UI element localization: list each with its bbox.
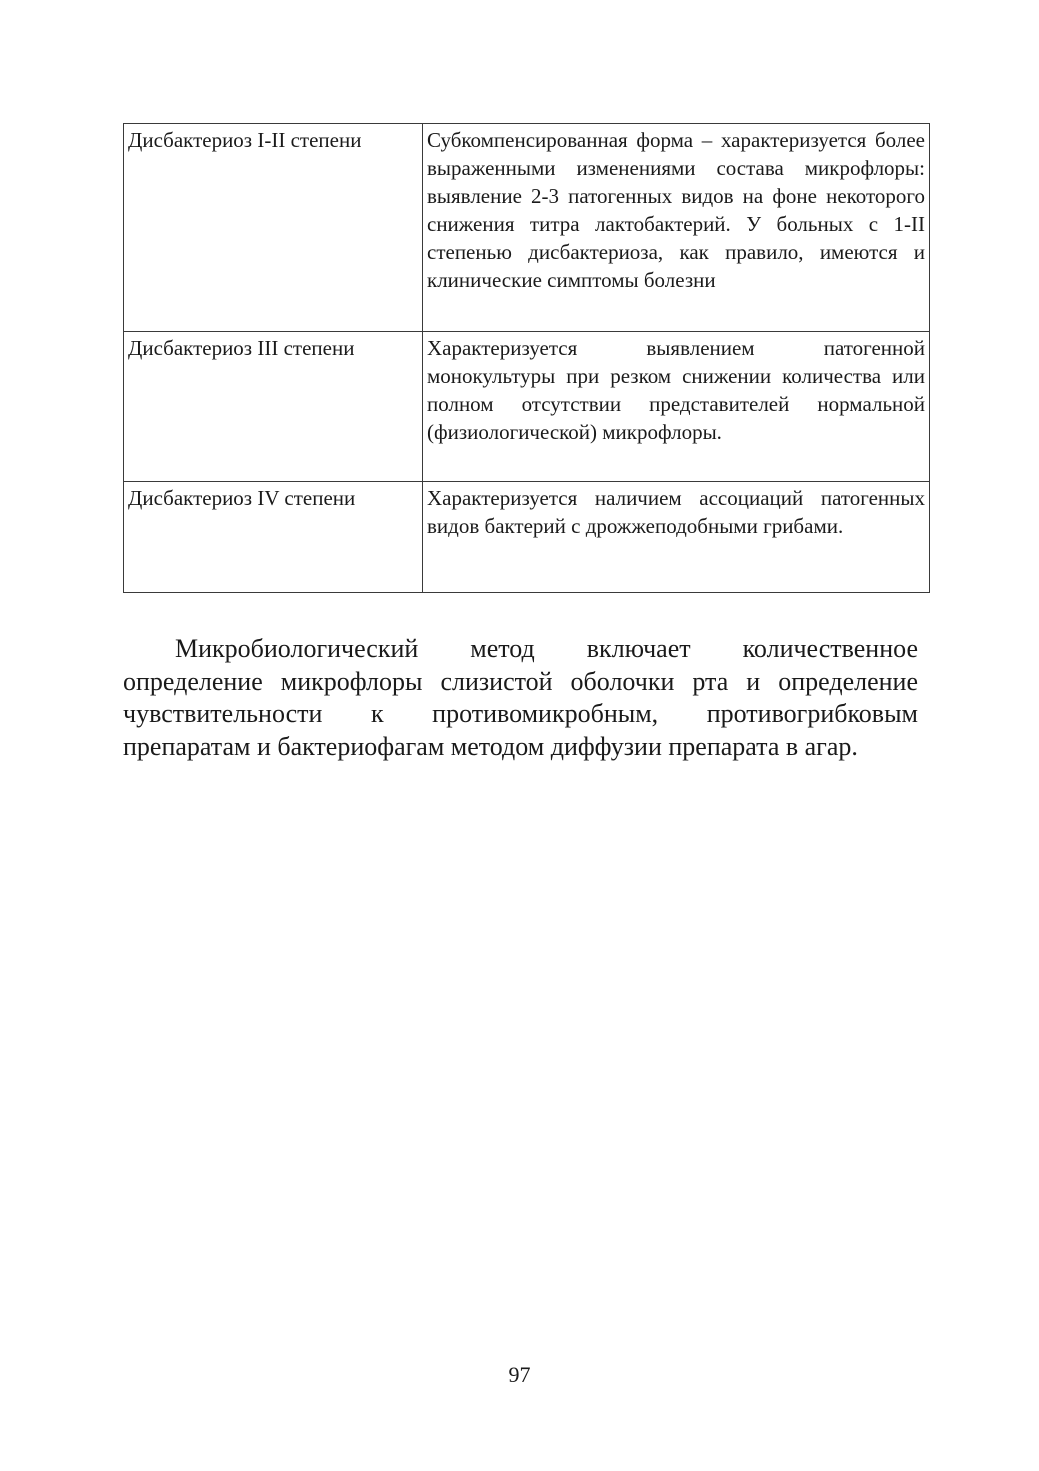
stage-cell: Дисбактериоз I-II степени — [124, 124, 423, 332]
body-paragraph: Микробиологический метод включает количественное определение микрофлоры слизистой оболочки рта и определение чувствительности к противомикробным, противогрибковым препаратам и бактериофагам методом диффузии препарата в агар. — [123, 634, 918, 761]
stage-cell: Дисбактериоз IV степени — [124, 482, 423, 593]
table-row — [124, 124, 930, 332]
description-cell: Характеризуется выявлением патогенной монокультуры при резком снижении количества или полном отсутствии представителей нормальной (физиологической) микрофлоры. — [423, 332, 930, 482]
stage-cell: Дисбактериоз III степени — [124, 332, 423, 482]
table-row — [124, 482, 930, 593]
page-number: 97 — [508, 1362, 531, 1387]
description-cell: Субкомпенсированная форма – характеризуется более выраженными изменениями состава микрофлоры: выявление 2-3 патогенных видов на фоне некоторого снижения титра лактобактерий. У больных с 1-II степенью дисбактериоза, как правило, имеются и клинические симптомы болезни — [423, 124, 930, 332]
table-row — [124, 332, 930, 482]
dysbacteriosis-stages-table — [123, 123, 930, 593]
description-cell: Характеризуется наличием ассоциаций патогенных видов бактерий с дрожжеподобными грибами. — [423, 482, 930, 593]
